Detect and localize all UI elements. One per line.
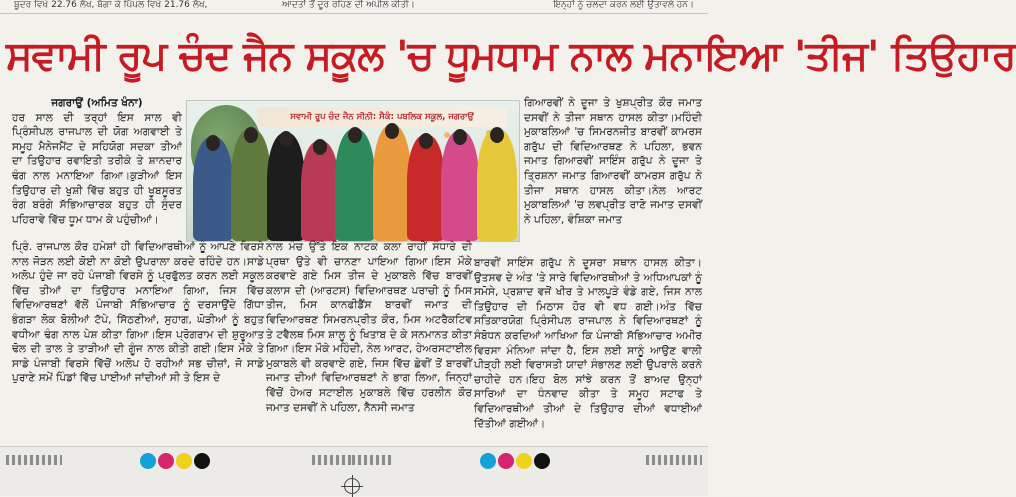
person-figure [267,133,305,241]
top-mid-text: ਆਦਤਾਂ ਤੋਂ ਦੂਰ ਰਹਿਣ ਦੀ ਅਪੀਲ ਕੀਤੀ। [282,0,415,10]
person-figure [335,129,375,241]
registration-crosshair-icon [344,478,360,494]
magenta-swatch [498,453,514,469]
article-column-right-bottom [474,256,702,440]
person-figure [373,125,411,241]
article-text-2: ਪ੍ਰਿੰ. ਰਾਜਪਾਲ ਕੌਰ ਹਮੇਸ਼ਾਂ ਹੀ ਵਿਦਿਆਰਥੀਆਂ ਨੂੰ ਆਪਣੇ ਵਿਰਸੇ ਨਾਲ ਜੋੜਨ ਲਈ ਕੋਈ ਨਾ ਕੋਈ ਉਪਰਾਲਾ ਕਰਦੇ ਰਹਿੰਦੇ ਹਨ।ਸਾਡੇ ਅਲੋਪ ਹੁੰਦੇ ਜਾ ਰਹੇ ਪੰਜਾਬੀ ਵਿਰਸੇ ਨੂੰ ਪ੍ਰਫੁੱਲਤ ਕਰਨ ਲਈ ਸਕੂਲ ਵਿੱਚ ਤੀਆਂ ਦਾ ਤਿਉਹਾਰ ਮਨਾਇਆ ਗਿਆ, ਜਿਸ ਵਿੱਚ ਵਿਦਿਆਰਥਣਾਂ ਵੱਲੋਂ ਪੰਜਾਬੀ ਸੱਭਿਆਚਾਰ ਨੂੰ ਦਰਸਾਉਂਦੇ ਗਿੱਧਾ ਭੰਗੜਾ ਲੋਕ ਬੋਲੀਆਂ ਟੱਪੇ, ਸਿੱਠਣੀਆਂ, ਸੁਹਾਗ, ਘੋੜੀਆਂ ਨੂੰ ਬਹੁਤ ਵਧੀਆ ਢੰਗ ਨਾਲ ਪੇਸ਼ ਕੀਤਾ ਗਿਆ।ਇਸ ਪ੍ਰੋਗਰਾਮ ਦੀ ਸ਼ੁਰੂਆਤ ਢੋਲ ਦੀ ਤਾਲ ਤੇ ਤਾੜੀਆਂ ਦੀ ਗੂੰਜ ਨਾਲ ਕੀਤੀ ਗਈ।ਇਸ ਮੌਕੇ ਤੇ ਸਾਡੇ ਪੰਜਾਬੀ ਵਿਰਸੇ ਵਿੱਚੋਂ ਅਲੋਪ ਹੋ ਰਹੀਆਂ ਸਭ ਚੀਜ਼ਾਂ, ਜੋ ਸਾਡੇ ਪੁਰਾਣੇ ਸਮੇਂ ਪਿੰਡਾਂ ਵਿੱਚ ਪਾਈਆਂ ਜਾਂਦੀਆਂ ਸੀ ਤੇ ਇਸ ਦੇ [12,241,264,385]
article-text-right-top: ਗਿਆਰਵੀਂ ਨੇ ਦੂਜਾ ਤੇ ਖੁਸ਼ਪ੍ਰੀਤ ਕੌਰ ਜਮਾਤ ਦਸਵੀਂ ਨੇ ਤੀਜਾ ਸਥਾਨ ਹਾਸਲ ਕੀਤਾ।ਮਹਿੰਦੀ ਮੁਕਾਬਲਿਆਂ 'ਚ ਸਿਮਰਨਜੀਤ ਬਾਰਵੀਂ ਕਾਮਰਸ ਗਰੁੱਪ ਦੀ ਵਿਦਿਆਰਥਣ ਨੇ ਪਹਿਲਾ, ਭਵਨ ਜਮਾਤ ਗਿਆਰਵੀਂ ਸਾਇੰਸ ਗਰੁੱਪ ਨੇ ਦੂਜਾ ਤੇ ਤ੍ਰਿਸ਼ਨਾ ਜਮਾਤ ਗਿਆਰਵੀਂ ਕਾਮਰਸ ਗਰੁੱਪ ਨੇ ਤੀਜਾ ਸਥਾਨ ਹਾਸਲ ਕੀਤਾ।ਨੇਲ ਆਰਟ ਮੁਕਾਬਲਿਆਂ 'ਚ ਲਵਪ੍ਰੀਤ ਰਾਣੋ ਜਮਾਤ ਦਸਵੀਂ ਨੇ ਪਹਿਲਾ, ਵੰਸ਼ਿਕਾ ਜਮਾਤ [524,97,702,226]
top-left-text: ਬੂਦਰ ਵਿਖੇ 22.76 ਲੱਖ, ਬੱਗਾ ਕੇ ਪਿੱਪਲ ਵਿਖੇ 21.76 ਲੱਖ, [14,0,208,10]
black-swatch [194,453,210,469]
magenta-swatch [158,453,174,469]
person-figure [301,141,339,241]
registration-strip [646,455,702,465]
article-text-3: ਨਾਲ ਮੰਚ ਉੱਤੇ ਇਕ ਨਾਟਕ ਕਲਾ ਰਾਹੀਂ ਸੰਧਾਰੇ ਦੀ ਪ੍ਰਥਾ ਉਤੇ ਵੀ ਚਾਨਣਾ ਪਾਇਆ ਗਿਆ।ਇਸ ਮੌਕੇ ਕਰਵਾਏ ਗਏ ਮਿਸ ਤੀਜ ਦੇ ਮੁਕਾਬਲੇ ਵਿੱਚ ਬਾਰਵੀਂ ਕਲਾਸ ਦੀ (ਆਰਟਸ) ਵਿਦਿਆਰਥਣ ਪਰਾਚੀ ਨੂੰ ਮਿਸ ਤੀਜ, ਮਿਸ ਕਾਨਫੀਡੈਂਸ ਬਾਰਵੀਂ ਜਮਾਤ ਦੀ ਵਿਦਿਆਰਥਣ ਸਿਮਰਨਪ੍ਰੀਤ ਕੌਰ, ਮਿਸ ਅਟਰੈਕਟਿਵ ਤੇ ਟਵੈਲਥ ਮਿਸ ਸ਼ਾਲੂ ਨੂੰ ਖਿਤਾਬ ਦੇ ਕੇ ਸਨਮਾਨਤ ਕੀਤਾ ਗਿਆ।ਇਸ ਮੌਕੇ ਮਹਿੰਦੀ, ਨੇਲ ਆਰਟ, ਹੇਅਰਸਟਾਈਲ ਮੁਕਾਬਲੇ ਵੀ ਕਰਵਾਏ ਗਏ, ਜਿਸ ਵਿੱਚ ਛੇਵੀਂ ਤੋਂ ਬਾਰਵੀਂ ਜਮਾਤ ਦੀਆਂ ਵਿਦਿਆਰਥਣਾਂ ਨੇ ਭਾਗ ਲਿਆ, ਜਿਨ੍ਹਾਂ ਵਿੱਚੋਂ ਹੇਅਰ ਸਟਾਈਲ ਮੁਕਾਬਲੇ ਵਿੱਚ ਹਰਲੀਨ ਕੌਰ ਜਮਾਤ ਦਸਵੀਂ ਨੇ ਪਹਿਲਾ, ਨੈਨਸੀ ਜਮਾਤ [266,241,472,414]
cmyk-swatches [480,453,550,469]
article-text-right-bottom: ਬਾਰਵੀਂ ਸਾਇੰਸ ਗਰੁੱਪ ਨੇ ਦੂਸਰਾ ਸਥਾਨ ਹਾਸਲ ਕੀਤਾ।ਉਤਸਵ ਦੇ ਅੰਤ 'ਤੇ ਸਾਰੇ ਵਿਦਿਆਰਥੀਆਂ ਤੇ ਅਧਿਆਪਕਾਂ ਨੂੰ ਸਮੋਸੇ, ਪ੍ਰਸ਼ਾਦ ਵਜੋਂ ਖੀਰ ਤੇ ਮਾਲਪੂੜੇ ਵੰਡੇ ਗਏ, ਜਿਸ ਨਾਲ ਤਿਉਹਾਰ ਦੀ ਮਿਠਾਸ ਹੋਰ ਵੀ ਵਧ ਗਈ।ਅੰਤ ਵਿੱਚ ਸਤਿਕਾਰਯੋਗ ਪ੍ਰਿੰਸੀਪਲ ਰਾਜਪਾਲ ਨੇ ਵਿਦਿਆਰਥਣਾਂ ਨੂੰ ਸੰਬੋਧਨ ਕਰਦਿਆਂ ਆਖਿਆ ਕਿ ਪੰਜਾਬੀ ਸੱਭਿਆਚਾਰ ਅਮੀਰ ਵਿਰਸਾ ਮੰਨਿਆ ਜਾਂਦਾ ਹੈ, ਇਸ ਲਈ ਸਾਨੂੰ ਆਉਣ ਵਾਲੀ ਪੀੜ੍ਹੀ ਲਈ ਵਿਰਾਸਤੀ ਯਾਦਾਂ ਸੰਭਾਲਣ ਲਈ ਉਪਰਾਲੇ ਕਰਨੇ ਚਾਹੀਦੇ ਹਨ।ਇਹ ਬੋਲ ਸਾਂਝੇ ਕਰਨ ਤੋਂ ਬਾਅਦ ਉਨ੍ਹਾਂ ਸਾਰਿਆਂ ਦਾ ਧੰਨਵਾਦ ਕੀਤਾ ਤੇ ਸਮੂਹ ਸਟਾਫ ਤੇ ਵਿਦਿਆਰਥੀਆਂ ਤੀਆਂ ਦੇ ਤਿਉਹਾਰ ਦੀਆਂ ਵਧਾਈਆਂ ਦਿੱਤੀਆਂ ਗਈਆਂ। [474,257,702,430]
article-text-1: ਹਰ ਸਾਲ ਦੀ ਤਰ੍ਹਾਂ ਇਸ ਸਾਲ ਵੀ ਪ੍ਰਿੰਸੀਪਲ ਰਾਜਪਾਲ ਦੀ ਯੋਗ ਅਗਵਾਈ ਤੇ ਸਮੂਹ ਮੈਨੇਜਮੈਂਟ ਦੇ ਸਹਿਯੋਗ ਸਦਕਾ ਤੀਆਂ ਦਾ ਤਿਉਹਾਰ ਰਵਾਇਤੀ ਤਰੀਕੇ ਤੇ ਸ਼ਾਨਦਾਰ ਢੰਗ ਨਾਲ ਮਨਾਇਆ ਗਿਆ।ਕੁੜੀਆਂ ਇਸ ਤਿਉਹਾਰ ਦੀ ਖੁਸ਼ੀ ਵਿੱਚ ਬਹੁਤ ਹੀ ਖੂਬਸੂਰਤ ਰੰਗ ਬਰੰਗੇ ਸੱਭਿਆਚਾਰਕ ਬਹੁਤ ਹੀ ਸੁੰਦਰ ਪਹਿਰਾਵੇ ਵਿੱਚ ਧੂਮ ਧਾਮ ਕੇ ਪਹੁੰਚੀਆਂ। [12,111,182,226]
yellow-swatch [176,453,192,469]
person-figure [231,129,271,241]
top-strip [0,0,708,14]
school-banner: ਸਵਾਮੀ ਰੂਪ ਚੰਦ ਜੈਨ ਸੀਨੀ: ਸੈਕੰ: ਪਬਲਿਕ ਸਕੂਲ, ਜਗਰਾਉਂ [257,107,507,127]
article-column-2 [12,240,264,440]
person-figure [193,137,233,241]
registration-strip [6,455,62,465]
article-column-1 [12,96,182,240]
person-figure [407,135,445,241]
article-column-3 [266,240,472,440]
person-figure [477,129,517,241]
registration-strip [352,455,392,465]
registration-strip [312,455,352,465]
yellow-swatch [516,453,532,469]
headline: ਸਵਾਮੀ ਰੂਪ ਚੰਦ ਜੈਨ ਸਕੂਲ 'ਚ ਧੂਮਧਾਮ ਨਾਲ ਮਨਾਇਆ 'ਤੀਜ' ਤਿਉਹਾਰ [6,33,1016,79]
top-right-text: ਇਨ੍ਹਾਂ ਨੂੰ ਚਲਦਾ ਕਰਨ ਲਈ ਉਤਾਵਲੇ ਹਨ। [553,0,694,10]
black-swatch [534,453,550,469]
article-column-right-top [524,96,702,256]
byline: ਜਗਰਾਉਂ (ਅਮਿਤ ਖੰਨਾ) [51,97,143,109]
cmyk-swatches [140,453,210,469]
cyan-swatch [480,453,496,469]
person-figure [441,131,479,241]
event-photo [186,100,520,242]
cyan-swatch [140,453,156,469]
